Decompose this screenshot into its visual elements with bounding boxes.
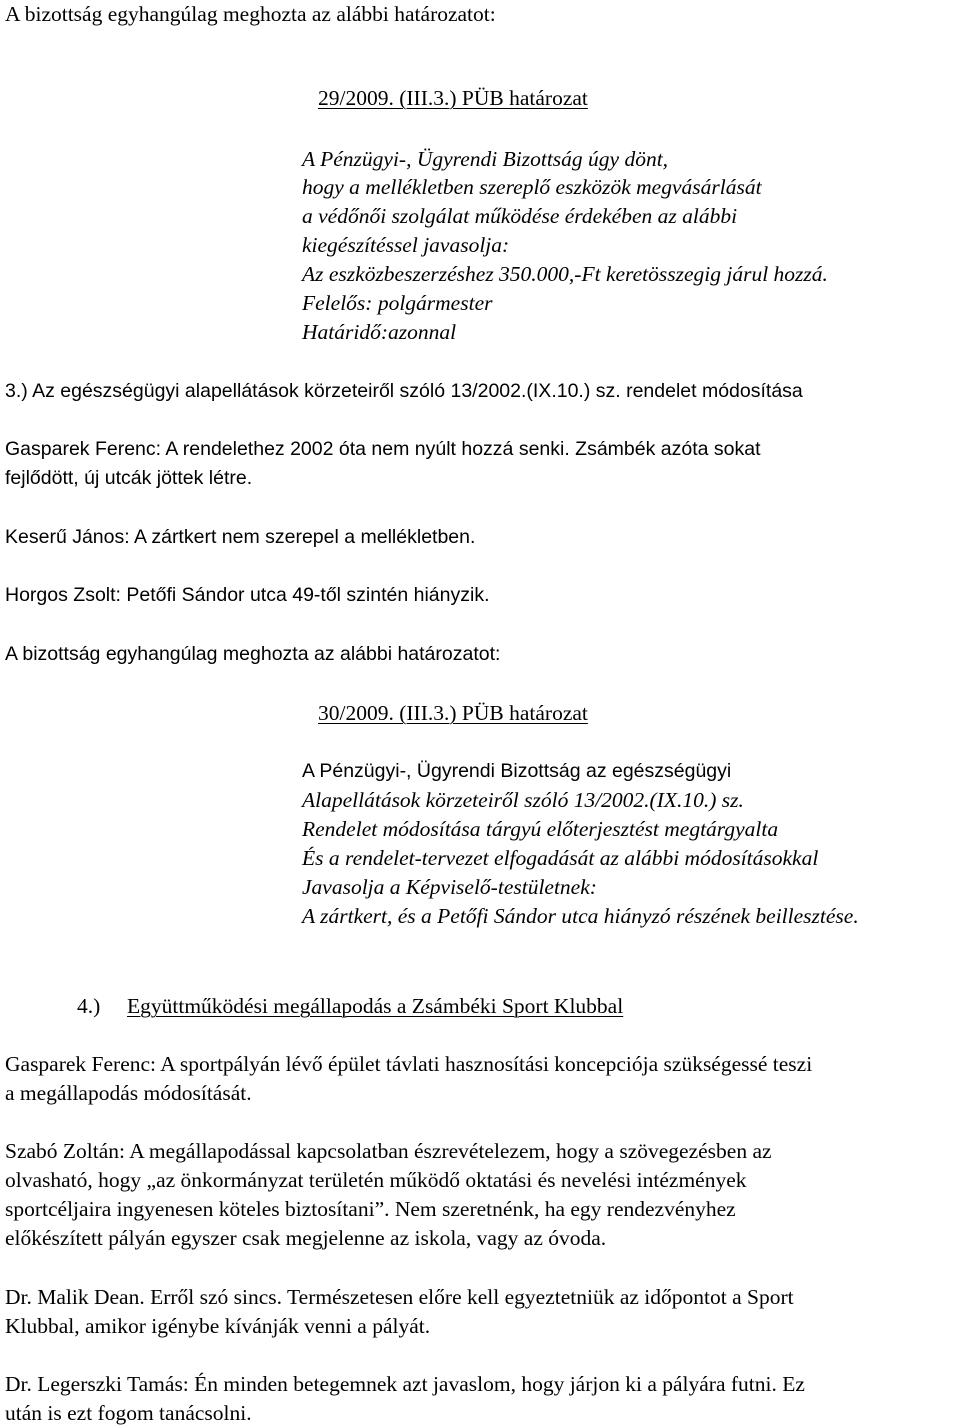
resolution-line: Javasolja a Képviselő-testületnek: — [302, 875, 597, 899]
paragraph-line: olvasható, hogy „az önkormányzat területén működő oktatási és nevelési intézmények — [5, 1168, 747, 1192]
resolution-intro: A bizottság egyhangúlag meghozta az alábbi határozatot: — [5, 2, 496, 26]
agenda-item-heading: Együttműködési megállapodás a Zsámbéki Sport Klubbal — [127, 994, 624, 1018]
agenda-item-number: 4.) — [77, 994, 101, 1018]
resolution-line: A Pénzügyi-, Ügyrendi Bizottság úgy dönt, — [302, 147, 669, 171]
deadline-line: Határidő:azonnal — [302, 320, 457, 344]
resolution-title: 29/2009. (III.3.) PÜB határozat — [318, 86, 588, 110]
resolution-line: És a rendelet-tervezet elfogadását az alábbi módosításokkal — [302, 846, 819, 870]
resolution-line: hogy a mellékletben szereplő eszközök megvásárlását — [302, 175, 762, 199]
resolution-line: Alapellátások körzeteiről szóló 13/2002.(IX.10.) sz. — [302, 788, 744, 812]
resolution-intro: A bizottság egyhangúlag meghozta az alábbi határozatot: — [5, 643, 501, 665]
paragraph-line: Horgos Zsolt: Petőfi Sándor utca 49-től szintén hiányzik. — [5, 584, 490, 606]
resolution-line: Rendelet módosítása tárgyú előterjesztést megtárgyalta — [302, 817, 779, 841]
paragraph-line: Dr. Legerszki Tamás: Én minden betegemnek azt javaslom, hogy járjon ki a pályára futni. Ez — [5, 1372, 805, 1396]
paragraph-line: a megállapodás módosítását. — [5, 1081, 252, 1105]
agenda-item-heading: 3.) Az egészségügyi alapellátások körzeteiről szóló 13/2002.(IX.10.) sz. rendelet módosítása — [5, 380, 803, 402]
paragraph-line: Gasparek Ferenc: A sportpályán lévő épület távlati hasznosítási koncepciója szükségessé teszi — [5, 1052, 813, 1076]
resolution-title: 30/2009. (III.3.) PÜB határozat — [318, 701, 588, 725]
paragraph-line: előkészített pályán egyszer csak megjelenne az iskola, vagy az óvoda. — [5, 1226, 607, 1250]
resolution-line: a védőnői szolgálat működése érdekében az alábbi — [302, 204, 738, 228]
paragraph-line: Dr. Malik Dean. Erről szó sincs. Természetesen előre kell egyeztetniük az időpontot a Sport — [5, 1285, 794, 1309]
resolution-line: A Pénzügyi-, Ügyrendi Bizottság az egészségügyi — [302, 760, 732, 782]
resolution-line: Az eszközbeszerzéshez 350.000,-Ft keretösszegig járul hozzá. — [302, 262, 828, 286]
paragraph-line: sportcéljaira ingyenesen köteles biztosítani”. Nem szeretnénk, ha egy rendezvényhez — [5, 1197, 736, 1221]
paragraph-line: után is ezt fogom tanácsolni. — [5, 1401, 252, 1425]
resolution-line: kiegészítéssel javasolja: — [302, 233, 510, 257]
paragraph-line: Keserű János: A zártkert nem szerepel a mellékletben. — [5, 526, 476, 548]
paragraph-line: Klubbal, amikor igénybe kívánják venni a pályát. — [5, 1314, 431, 1338]
resolution-line: A zártkert, és a Petőfi Sándor utca hiányzó részének beillesztése. — [302, 904, 859, 928]
paragraph-line: Szabó Zoltán: A megállapodással kapcsolatban észrevételezem, hogy a szövegezésben az — [5, 1139, 772, 1163]
paragraph-line: fejlődött, új utcák jöttek létre. — [5, 467, 253, 489]
responsible-line: Felelős: polgármester — [302, 291, 493, 315]
paragraph-line: Gasparek Ferenc: A rendelethez 2002 óta nem nyúlt hozzá senki. Zsámbék azóta sokat — [5, 438, 761, 460]
